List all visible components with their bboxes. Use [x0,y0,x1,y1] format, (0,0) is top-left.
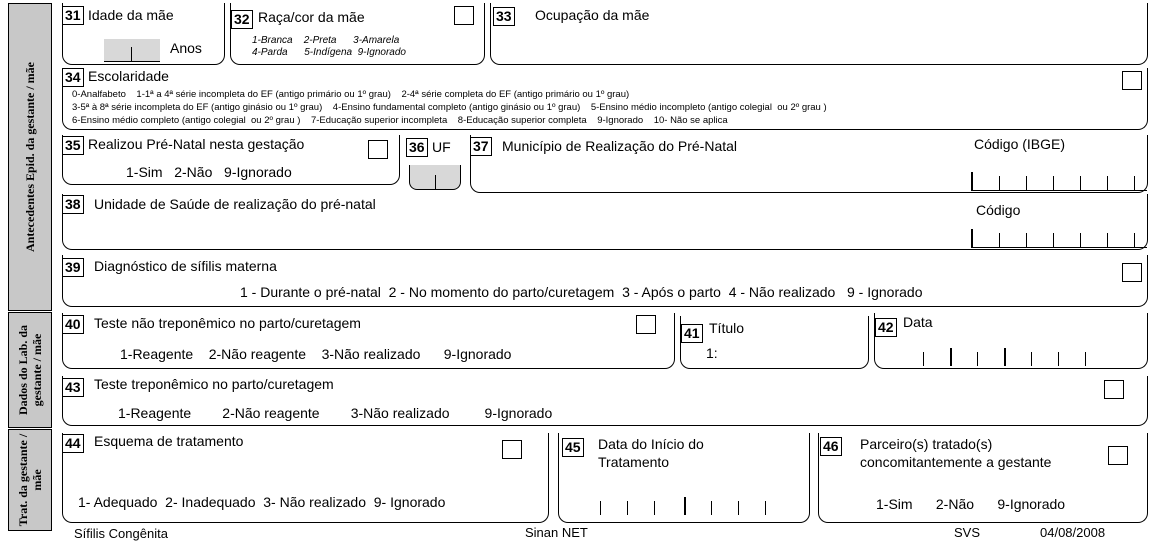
section-trat-label: Trat. da gestante / mãe [16,433,44,527]
field-32-label: Raça/cor da mãe [258,9,365,25]
field-39-label: Diagnóstico de sífilis materna [94,258,277,274]
field-46-label-line1: Parceiro(s) tratado(s) [860,436,993,452]
field-40-options: 1-Reagente 2-Não reagente 3-Não realizado 9-Ignorado [120,346,512,362]
education-checkbox[interactable] [1122,71,1142,90]
health-unit-code-input[interactable] [971,227,1147,248]
field-43-label: Teste treponêmico no parto/curetagem [94,376,334,392]
footer-org: SVS [954,525,981,540]
field-33-number: 33 [493,7,515,26]
footer-form-name: Sífilis Congênita [74,526,168,541]
field-32-options-row1: 1-Branca 2-Preta 3-Amarela [252,35,400,46]
field-45-label-line1: Data do Início do [598,436,704,452]
field-43-options: 1-Reagente 2-Não reagente 3-Não realizado 9-Ignorado [118,405,553,421]
section-antecedentes-label: Antecedentes Epid. da gestante / mãe [23,62,37,252]
field-44-number: 44 [62,434,84,453]
field-38-code-label: Código [976,202,1021,218]
section-dados-lab-label: Dados do Lab. da gestante / mãe [16,324,44,416]
titer-input[interactable]: 1: [706,345,718,361]
field-34-options-line2: 3-5ª à 8ª série incompleta do EF (antigo ginásio ou 1º grau) 4-Ensino fundamental completo (antigo ginásio ou 1º grau) 5-Ensino médio incompleto (antigo colegial ou 2º grau ) [72,102,827,113]
field-31-unit: Anos [170,40,202,56]
field-45-label-line2: Tratamento [598,454,670,470]
field-44-label: Esquema de tratamento [94,433,244,449]
treatment-scheme-checkbox[interactable] [502,440,522,459]
field-37-label: Município de Realização do Pré-Natal [502,138,738,154]
field-40-number: 40 [62,315,84,334]
field-39-options: 1 - Durante o pré-natal 2 - No momento do parto/curetagem 3 - Após o parto 4 - Não realizado 9 - Ignorado [240,284,923,300]
field-42-number: 42 [875,318,897,337]
field-38-label: Unidade de Saúde de realização do pré-natal [94,196,376,212]
field-34-options-line3: 6-Ensino médio completo (antigo colegial ou 2º grau ) 7-Educação superior incompleta 8-Educação superior completa 9-Ignorado 10- Não se aplica [72,115,728,126]
field-35-number: 35 [62,136,84,155]
nontreponemal-checkbox[interactable] [636,315,656,334]
mother-age-input[interactable] [104,39,160,62]
treatment-start-date-input[interactable] [580,495,800,515]
field-32-number: 32 [231,10,253,29]
section-antecedentes [8,3,52,311]
field-37-code-label: Código (IBGE) [974,136,1066,152]
field-33-label: Ocupação da mãe [535,7,650,23]
footer-date: 04/08/2008 [1040,525,1106,540]
field-41-number: 41 [681,324,703,343]
uf-input[interactable] [409,165,461,190]
section-dados-lab [8,312,52,428]
field-38-number: 38 [62,195,84,214]
treponemal-checkbox[interactable] [1104,380,1124,399]
section-trat [8,429,52,531]
field-41-label: Título [709,320,745,336]
field-35-options: 1-Sim 2-Não 9-Ignorado [126,164,292,180]
field-32-options-row2: 4-Parda 5-Indígena 9-Ignorado [252,47,406,58]
field-37-number: 37 [470,137,492,156]
field-44-options: 1- Adequado 2- Inadequado 3- Não realizado 9- Ignorado [78,494,446,510]
field-40-label: Teste não treponêmico no parto/curetagem [94,315,361,331]
field-43-number: 43 [62,378,84,397]
field-36-label: UF [432,139,451,155]
syphilis-diagnosis-checkbox[interactable] [1122,263,1142,282]
footer-system-name: Sinan NET [525,525,588,540]
field-45-number: 45 [562,438,584,457]
field-46-label-line2: concomitantemente a gestante [860,454,1052,470]
field-39-number: 39 [62,258,84,277]
field-35-label: Realizou Pré-Natal nesta gestação [88,136,305,152]
municipality-code-input[interactable] [971,170,1147,191]
field-34-options-line1: 0-Analfabeto 1-1ª a 4ª série incompleta do EF (antigo primário ou 1º grau) 2-4ª série completa do EF (antigo primário ou 1º grau) [72,89,630,100]
field-34-number: 34 [62,68,84,87]
field-34-label: Escolaridade [88,68,169,84]
field-31-label: Idade da mãe [88,7,174,23]
field-31-number: 31 [62,6,84,25]
prenatal-checkbox[interactable] [368,140,388,159]
test-date-input[interactable] [900,346,1140,366]
partner-treated-checkbox[interactable] [1108,446,1128,465]
field-42-label: Data [903,314,933,330]
field-46-number: 46 [820,437,842,456]
field-46-options: 1-Sim 2-Não 9-Ignorado [876,496,1066,512]
field-36-number: 36 [406,138,428,157]
race-checkbox[interactable] [454,6,474,25]
